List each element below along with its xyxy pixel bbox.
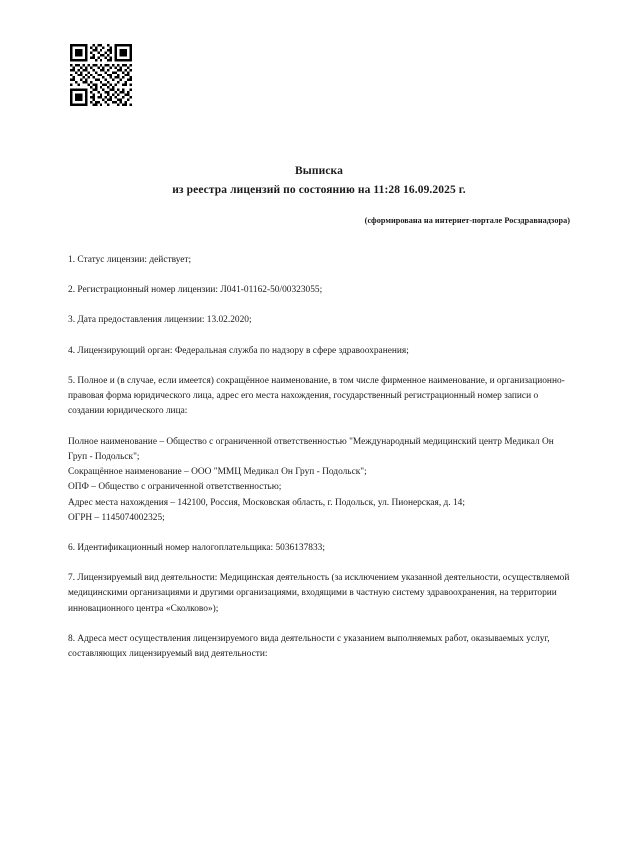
qr-code-icon [70,44,132,106]
entity-details [68,435,570,526]
item-status: 1. Статус лицензии: действует; [68,254,192,265]
entity-ogrn: ОГРН – 1145074002325; [68,512,165,523]
entity-short-name: Сокращённое наименование – ООО "ММЦ Медикал Он Груп - Подольск"; [68,467,367,478]
document-body [68,253,570,662]
item-activity-type: 7. Лицензируемый вид деятельности: Медицинская деятельность (за исключением указанной деятельности, осуществляемой медицинскими организациями и другими организациями, входящими в частную систему здравоохранения, на территории инновационного центра «Сколково»); [68,573,570,614]
item-activity-addresses: 8. Адреса мест осуществления лицензируемого вида деятельности с указанием выполняемых работ, оказываемых услуг, составляющих лицензируемый вид деятельности: [68,633,550,660]
item-inn: 6. Идентификационный номер налогоплательщика: 5036137833; [68,542,325,553]
item-issue-date: 3. Дата предоставления лицензии: 13.02.2020; [68,315,252,326]
formed-note: (сформирована на интернет-портале Росздравнадзора) [364,215,570,225]
entity-full-name: Полное наименование – Общество с ограниченной ответственностью "Международный медицинский центр Медикал Он Груп - Подольск"; [68,436,554,462]
item-entity-names-heading: 5. Полное и (в случае, если имеется) сокращённое наименование, в том числе фирменное наименование, и организационно-правовая форма юридического лица, адрес его места нахождения, государственный регистрационный номер записи о создании юридического лица: [68,375,565,417]
title-line-1: Выписка [295,165,343,177]
item-registration-number: 2. Регистрационный номер лицензии: Л041-01162-50/00323055; [68,285,323,296]
title-line-2: из реестра лицензий по состоянию на 11:28 16.09.2025 г. [172,183,466,196]
document-title [68,162,570,200]
entity-legal-form: ОПФ – Общество с ограниченной ответственностью; [68,482,282,493]
entity-address: Адрес места нахождения – 142100, Россия, Московская область, г. Подольск, ул. Пионерская, д. 14; [68,497,465,508]
item-licensing-authority: 4. Лицензирующий орган: Федеральная служба по надзору в сфере здравоохранения; [68,345,409,356]
qr-code [70,44,132,106]
